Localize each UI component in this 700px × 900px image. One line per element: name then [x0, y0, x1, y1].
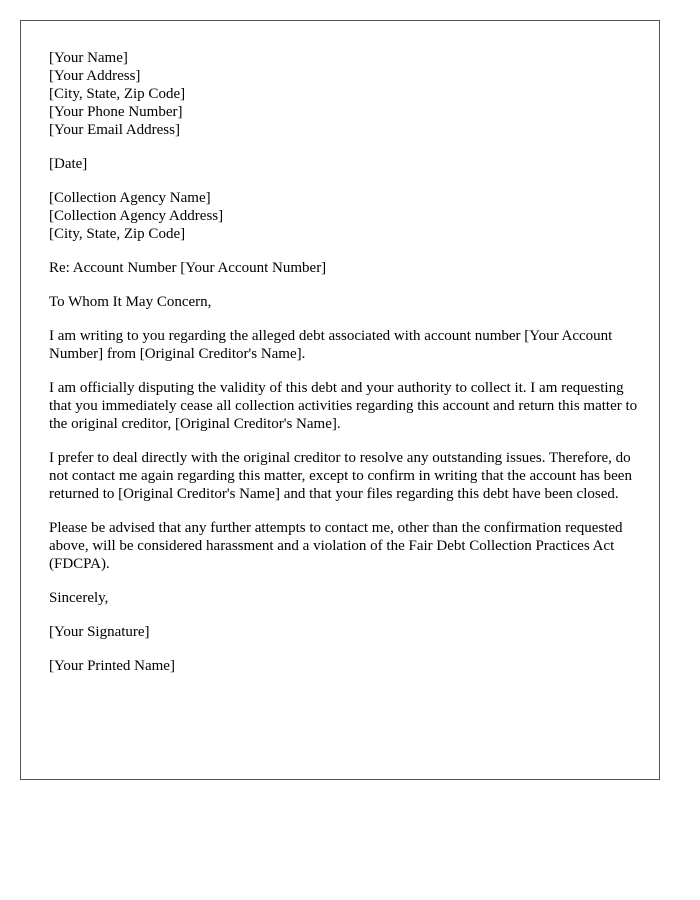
closing-text: Sincerely, [49, 590, 109, 606]
recipient-agency-name: [Collection Agency Name] [49, 190, 211, 206]
signature-line [49, 623, 639, 641]
recipient-block [49, 189, 639, 243]
sender-city-state-zip: [City, State, Zip Code] [49, 86, 186, 102]
letter-page [20, 20, 660, 780]
reference-line [49, 259, 639, 277]
sender-name: [Your Name] [49, 50, 128, 66]
letter-date: [Date] [49, 156, 88, 172]
body-paragraph-1: I am writing to you regarding the alleged debt associated with account number [Your Account Number] from [Original Creditor's Name]. [49, 328, 613, 362]
sender-email: [Your Email Address] [49, 122, 180, 138]
recipient-city-state-zip: [City, State, Zip Code] [49, 226, 186, 242]
date-block [49, 155, 639, 173]
body-paragraph-2: I am officially disputing the validity of this debt and your authority to collect it. I am requesting that you immediately cease all collection activities regarding this account and return this matter to the original creditor, [Original Creditor's Name]. [49, 380, 638, 432]
sender-address: [Your Address] [49, 68, 141, 84]
salutation-text: To Whom It May Concern, [49, 294, 212, 310]
reference-text: Re: Account Number [Your Account Number] [49, 260, 327, 276]
letter-body [49, 49, 639, 691]
body-paragraph-3: I prefer to deal directly with the original creditor to resolve any outstanding issues. Therefore, do not contact me again regarding this matter, except to confirm in writing that the account has been returned to [Original Creditor's Name] and that your files regarding this debt have been closed. [49, 450, 632, 502]
signature-text: [Your Signature] [49, 624, 150, 640]
sender-block [49, 49, 639, 139]
recipient-agency-address: [Collection Agency Address] [49, 208, 224, 224]
salutation-line [49, 293, 639, 311]
printed-name-line [49, 657, 639, 675]
closing-line [49, 589, 639, 607]
body-paragraph-4: Please be advised that any further attempts to contact me, other than the confirmation requested above, will be considered harassment and a violation of the Fair Debt Collection Practices Act (FDCPA). [49, 520, 623, 572]
printed-name-text: [Your Printed Name] [49, 658, 175, 674]
sender-phone: [Your Phone Number] [49, 104, 183, 120]
